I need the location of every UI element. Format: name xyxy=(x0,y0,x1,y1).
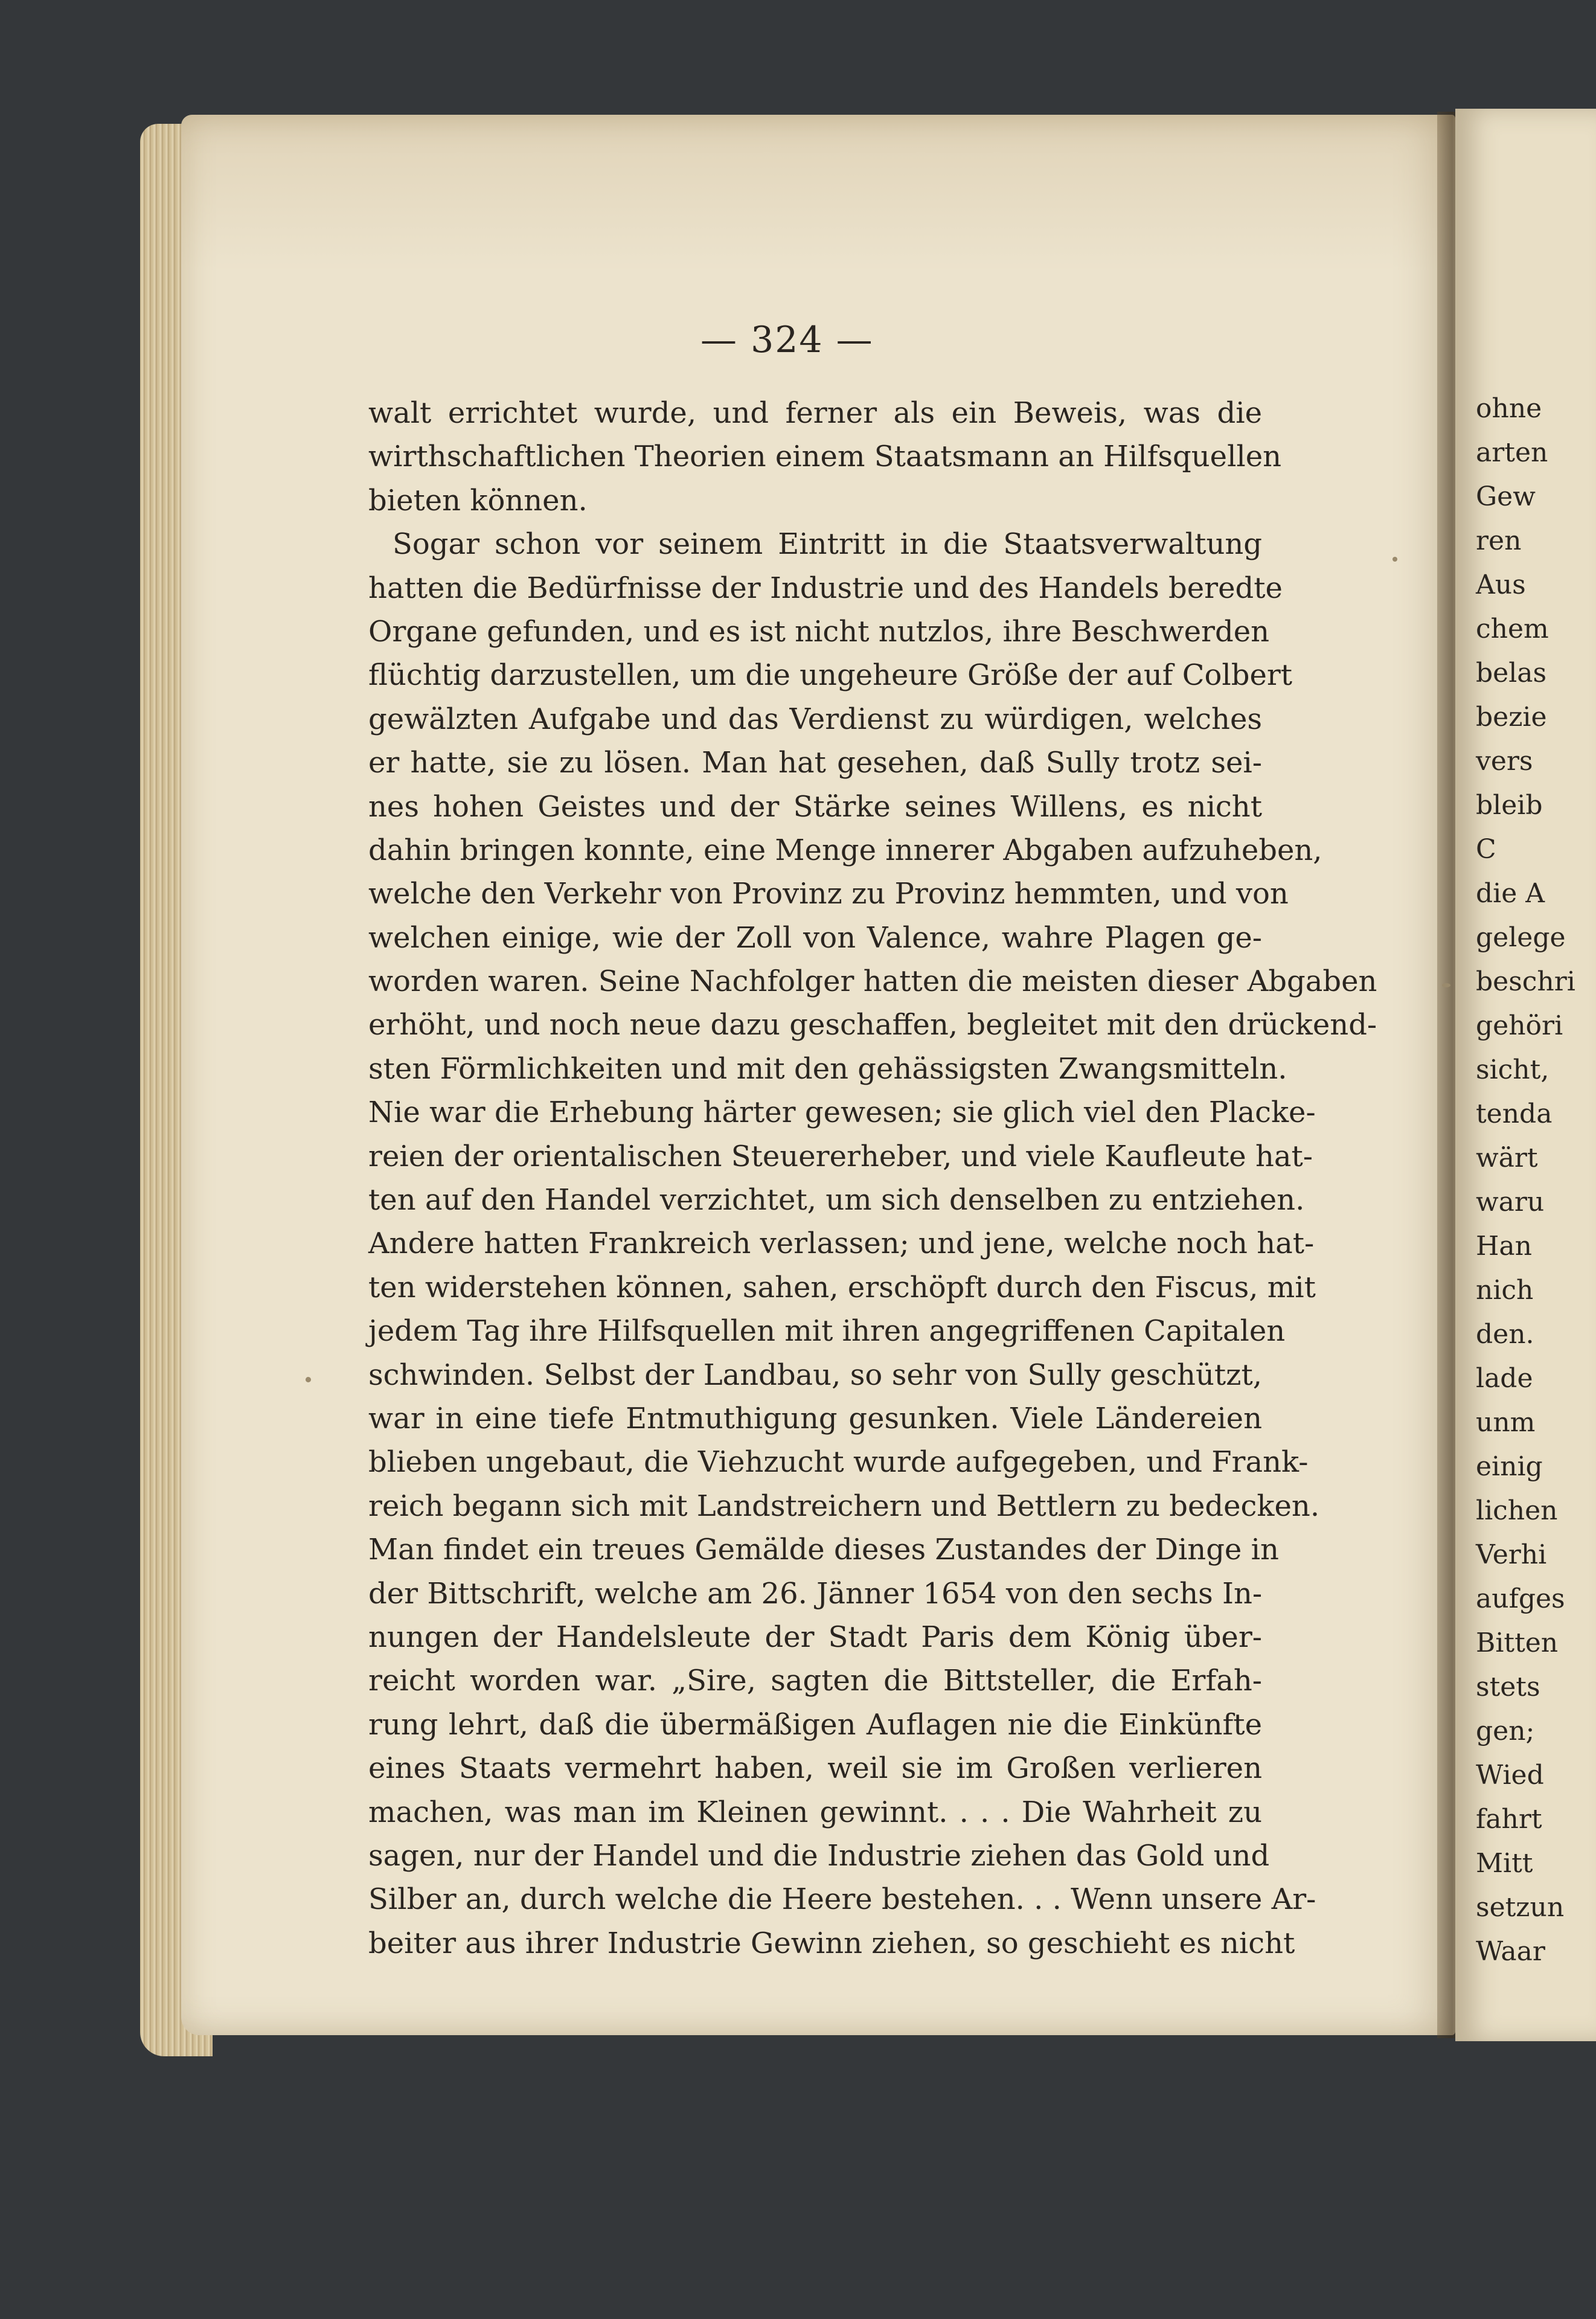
text-line: wirthschaftlichen Theorien einem Staatsmann an Hilfsquellen xyxy=(368,440,1282,474)
paragraph-start-line: Sogar schon vor seinem Eintritt in die Staatsverwaltung xyxy=(393,527,1262,562)
text-line: welche den Verkehr von Provinz zu Provinz hemmten, und von xyxy=(368,877,1289,911)
fragment-line: lichen xyxy=(1476,1495,1558,1526)
fragment-line: fahrt xyxy=(1476,1804,1542,1835)
text-line: blieben ungebaut, die Viehzucht wurde aufgegeben, und Frank- xyxy=(368,1445,1309,1480)
fragment-line: ohne xyxy=(1476,393,1542,424)
text-line: er hatte, sie zu lösen. Man hat gesehen, daß Sully trotz sei- xyxy=(368,746,1262,780)
text-line: nes hohen Geistes und der Stärke seines Willens, es nicht xyxy=(368,789,1262,824)
text-line: hatten die Bedürfnisse der Industrie und des Handels beredte xyxy=(368,571,1283,605)
text-line: der Bittschrift, welche am 26. Jänner 1654 von den sechs In- xyxy=(368,1576,1263,1611)
text-line: Organe gefunden, und es ist nicht nutzlos, ihre Beschwerden xyxy=(368,614,1270,649)
text-line: sten Förmlichkeiten und mit den gehässigsten Zwangsmitteln. xyxy=(368,1051,1287,1086)
text-line: erhöht, und noch neue dazu geschaffen, begleitet mit den drückend- xyxy=(368,1008,1377,1042)
fragment-line: aufges xyxy=(1476,1583,1565,1614)
text-line: jedem Tag ihre Hilfsquellen mit ihren angegriffenen Capitalen xyxy=(368,1314,1286,1349)
fragment-line: vers xyxy=(1476,746,1533,777)
fragment-line: einig xyxy=(1476,1451,1543,1482)
fragment-line: chem xyxy=(1476,614,1549,644)
fragment-line: Wied xyxy=(1476,1760,1544,1791)
fragment-line: Bitten xyxy=(1476,1628,1559,1658)
fragment-line: C xyxy=(1476,834,1496,865)
text-line: dahin bringen konnte, eine Menge innerer Abgaben aufzuheben, xyxy=(368,833,1322,867)
fragment-line: unm xyxy=(1476,1407,1536,1438)
fragment-line: lade xyxy=(1476,1363,1533,1394)
fragment-line: die A xyxy=(1476,878,1545,909)
text-line: war in eine tiefe Entmuthigung gesunken. Viele Ländereien xyxy=(368,1401,1262,1435)
fragment-line: Waar xyxy=(1476,1936,1545,1967)
fragment-line: stets xyxy=(1476,1672,1540,1702)
fragment-line: setzun xyxy=(1476,1892,1565,1923)
fragment-line: wärt xyxy=(1476,1143,1538,1173)
text-line: reien der orientalischen Steuererheber, und viele Kaufleute hat- xyxy=(368,1139,1313,1173)
fragment-line: tenda xyxy=(1476,1099,1553,1129)
text-line: rung lehrt, daß die übermäßigen Auflagen nie die Einkünfte xyxy=(368,1707,1262,1742)
fragment-line: Verhi xyxy=(1476,1539,1547,1570)
fragment-line: gehöri xyxy=(1476,1010,1563,1041)
right-page xyxy=(1455,109,1596,2041)
text-line: schwinden. Selbst der Landbau, so sehr von Sully geschützt, xyxy=(368,1358,1262,1392)
fragment-line: belas xyxy=(1476,658,1547,688)
fragment-line: gen; xyxy=(1476,1716,1535,1746)
text-line: walt errichtet wurde, und ferner als ein Beweis, was die xyxy=(368,396,1262,430)
text-line: Man findet ein treues Gemälde dieses Zustandes der Dinge in xyxy=(368,1533,1279,1567)
text-line: sagen, nur der Handel und die Industrie ziehen das Gold und xyxy=(368,1838,1270,1873)
paper-stain xyxy=(181,115,1455,272)
fragment-line: Mitt xyxy=(1476,1848,1533,1879)
text-line: bieten können. xyxy=(368,483,588,518)
text-line: beiter aus ihrer Industrie Gewinn ziehen, so geschieht es nicht xyxy=(368,1926,1295,1960)
paper-speck xyxy=(306,1377,311,1382)
fragment-line: Aus xyxy=(1476,569,1526,600)
fragment-line: sicht, xyxy=(1476,1054,1550,1085)
body-text xyxy=(368,391,1377,1965)
text-line: ten auf den Handel verzichtet, um sich denselben zu entziehen. xyxy=(368,1183,1305,1217)
text-line: reich begann sich mit Landstreichern und Bettlern zu bedecken. xyxy=(368,1489,1320,1523)
text-line: nungen der Handelsleute der Stadt Paris dem König über- xyxy=(368,1620,1262,1654)
text-line: worden waren. Seine Nachfolger hatten die meisten dieser Abgaben xyxy=(368,964,1377,999)
fragment-line: Han xyxy=(1476,1231,1532,1262)
fragment-line: bleib xyxy=(1476,790,1543,821)
page-number: — 324 — xyxy=(700,319,874,361)
fragment-line: nich xyxy=(1476,1275,1534,1306)
text-line: welchen einige, wie der Zoll von Valence, wahre Plagen ge- xyxy=(368,920,1262,955)
fragment-line: Gew xyxy=(1476,481,1536,512)
text-line: eines Staats vermehrt haben, weil sie im Großen verlieren xyxy=(368,1751,1262,1786)
text-line: ten widerstehen können, sahen, erschöpft durch den Fiscus, mit xyxy=(368,1270,1316,1304)
paper-speck xyxy=(1442,983,1450,987)
fragment-line: bezie xyxy=(1476,702,1547,733)
text-line: Silber an, durch welche die Heere bestehen. . . Wenn unsere Ar- xyxy=(368,1882,1316,1917)
paper-speck xyxy=(1392,557,1397,562)
text-line: Andere hatten Frankreich verlassen; und jene, welche noch hat- xyxy=(368,1227,1315,1261)
text-line: flüchtig darzustellen, um die ungeheure Größe der auf Colbert xyxy=(368,658,1293,693)
fragment-line: beschri xyxy=(1476,966,1575,997)
facing-page-fragments xyxy=(1476,386,1596,1974)
fragment-line: ren xyxy=(1476,525,1522,556)
fragment-line: waru xyxy=(1476,1187,1545,1217)
fragment-line: gelege xyxy=(1476,922,1566,953)
text-line: gewälzten Aufgabe und das Verdienst zu würdigen, welches xyxy=(368,702,1262,736)
text-line: reicht worden war. „Sire, sagten die Bittsteller, die Erfah- xyxy=(368,1664,1262,1698)
fragment-line: den. xyxy=(1476,1319,1534,1350)
text-line: Nie war die Erhebung härter gewesen; sie glich viel den Placke- xyxy=(368,1095,1316,1130)
text-line: machen, was man im Kleinen gewinnt. . . . Die Wahrheit zu xyxy=(368,1795,1262,1829)
fragment-line: arten xyxy=(1476,437,1548,468)
